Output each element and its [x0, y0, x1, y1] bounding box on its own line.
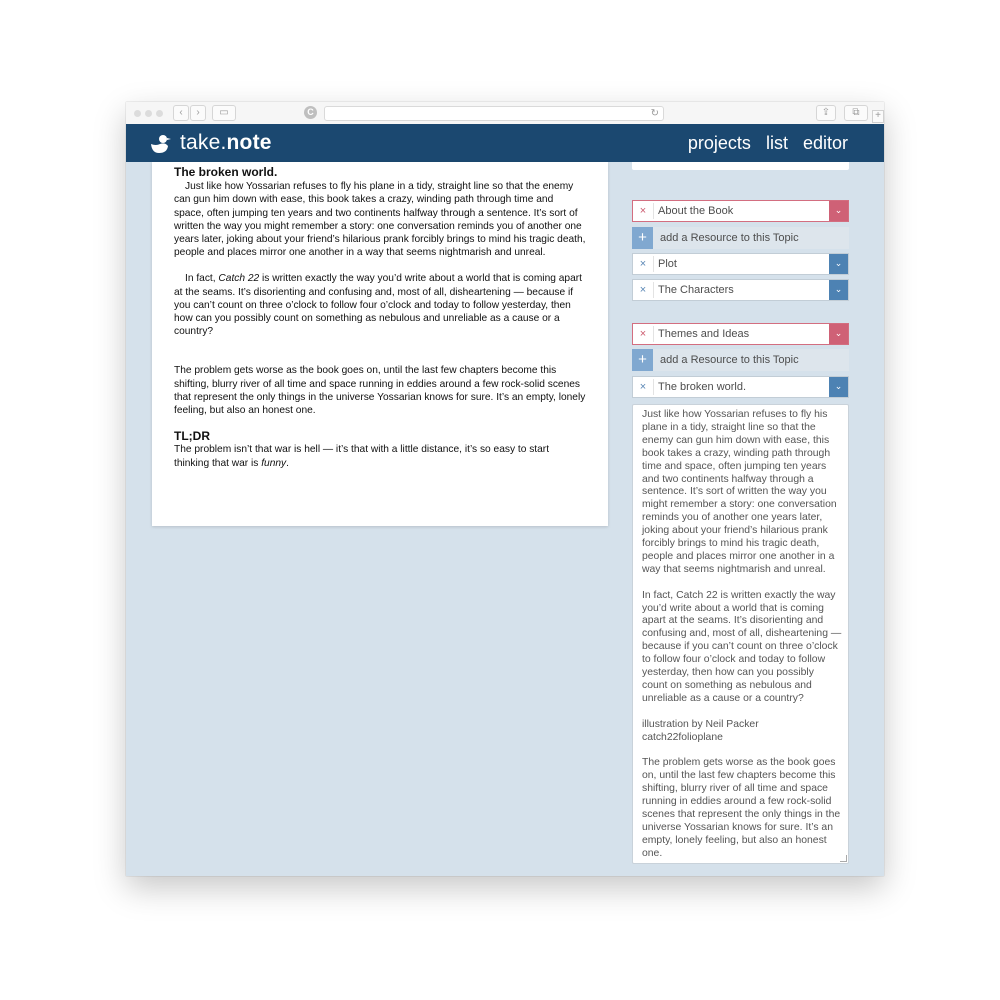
resource-label: The broken world. [658, 381, 747, 393]
resource-text-editor[interactable] [632, 404, 849, 864]
p2-italic: Catch 22 [218, 273, 260, 285]
chevron-down-icon[interactable]: ⌄ [829, 254, 848, 274]
tabs-icon[interactable]: ⧉ [844, 105, 868, 121]
resource-label: The Characters [658, 284, 734, 296]
logo-light-text: take. [180, 131, 227, 154]
resource-select-the-characters[interactable] [632, 279, 849, 301]
browser-window [126, 102, 884, 876]
topic-select-about-the-book[interactable] [632, 200, 849, 222]
sidebar-toggle-icon[interactable]: ▭ [212, 105, 236, 121]
remove-topic-icon[interactable]: × [639, 205, 647, 217]
forward-arrow-icon[interactable]: › [190, 105, 206, 121]
previous-textarea-bottom [632, 162, 849, 170]
topic-label: Themes and Ideas [658, 328, 750, 340]
topic-label: About the Book [658, 205, 734, 217]
remove-resource-icon[interactable]: × [639, 381, 647, 393]
add-resource-label: add a Resource to this Topic [660, 354, 799, 366]
chevron-down-icon[interactable]: ⌄ [829, 201, 848, 221]
tldr-after: . [286, 457, 289, 469]
new-tab-icon[interactable]: + [872, 110, 884, 123]
add-resource-button[interactable] [632, 349, 849, 371]
divider [653, 326, 654, 342]
logo-bold-text: note [226, 131, 272, 154]
nav-editor[interactable]: editor [802, 133, 848, 153]
nav-list[interactable]: list [765, 133, 788, 153]
resource-select-the-broken-world[interactable] [632, 376, 849, 398]
tldr-heading: TL;DR [174, 429, 210, 444]
browser-toolbar [126, 102, 884, 125]
window-minimize-dot[interactable] [145, 110, 152, 117]
article-paragraph-2 [174, 272, 586, 338]
caption-line-2: catch22folioplane [642, 731, 723, 743]
chevron-down-icon[interactable]: ⌄ [829, 324, 848, 344]
caption-line-1: illustration by Neil Packer [642, 718, 759, 730]
remove-topic-icon[interactable]: × [639, 328, 647, 340]
divider [653, 256, 654, 272]
article-preview [152, 162, 608, 526]
address-bar[interactable] [324, 106, 664, 121]
resize-handle[interactable] [840, 855, 847, 862]
add-resource-label: add a Resource to this Topic [660, 232, 799, 244]
plus-icon[interactable]: + [632, 349, 653, 371]
main-nav [678, 133, 848, 154]
plus-icon[interactable]: + [632, 227, 653, 249]
back-arrow-icon[interactable]: ‹ [173, 105, 189, 121]
article-paragraph-3: The problem gets worse as the book goes on, until the last few chapters become this shifting, blurry river of all time and space running in eddies around a few rock-solid scenes that represent the only things in the universe Yossarian knows for sure. It’s an empty, lonely feeling, but also an honest one. [174, 365, 586, 417]
divider [653, 282, 654, 298]
editor-paragraph-1: Just like how Yossarian refuses to fly his plane in a tidy, straight line so that the enemy can gun him down with ease, this book takes a crazy, winding path through time and space, often jumping ten years and two continents halfway through a sentence. It’s sort of written the way you might remember a story: one conversation reminds you of another one years later, joking about your friend’s hilarious prank forcibly brings to mind his tragic death, people and places mirror one another in a way that seems nightmarish and unreal. [642, 409, 837, 575]
chevron-down-icon[interactable]: ⌄ [829, 377, 848, 397]
editor-paragraph-2: In fact, Catch 22 is written exactly the way you’d write about a world that is coming apart at the seams. It’s disorienting and confusing and, most of all, disheartening — because if you can’t count on three o’clock to follow four o’clock and today to follow yesterday, then how can you possibly count on something as nebulous and unreliable as a cause or a country? [642, 589, 842, 704]
tldr-before: The problem isn’t that war is hell — it’s that with a little distance, it’s so easy to start thinking that war is [174, 444, 550, 469]
app-logo[interactable] [180, 131, 272, 155]
share-icon[interactable]: ⇪ [816, 105, 836, 121]
resource-label: Plot [658, 258, 677, 270]
editor-paragraph-3: The problem gets worse as the book goes on, until the last few chapters become this shifting, blurry river of all time and space running in eddies around a few rock-solid scenes that represent the only things in the universe Yossarian knows for sure. It’s an empty, lonely feeling, but also an honest one. [642, 757, 841, 859]
divider [653, 203, 654, 219]
reload-icon[interactable]: ↻ [650, 108, 659, 119]
window-close-dot[interactable] [134, 110, 141, 117]
remove-resource-icon[interactable]: × [639, 258, 647, 270]
divider [653, 379, 654, 395]
add-resource-button[interactable] [632, 227, 849, 249]
tldr-paragraph [174, 443, 586, 469]
remove-resource-icon[interactable]: × [639, 284, 647, 296]
editor-caption [642, 719, 842, 745]
site-favicon-icon: C [304, 106, 317, 119]
window-zoom-dot[interactable] [156, 110, 163, 117]
p2-before: In fact, [185, 273, 219, 285]
article-title: The broken world. [174, 165, 278, 179]
app-header [126, 124, 884, 162]
tldr-italic: funny [261, 457, 287, 469]
resource-select-plot[interactable] [632, 253, 849, 275]
article-paragraph-1: Just like how Yossarian refuses to fly his plane in a tidy, straight line so that the enemy can gun him down with ease, this book takes a crazy, winding path through time and space, often jumping ten years and two continents halfway through a sentence. It’s sort of written the way you might remember a story: one conversation reminds you of another one years later, joking about your friend’s hilarious prank forcibly brings to mind his tragic death, people and places mirror one another in a way that seems nightmarish and unreal. [174, 181, 586, 259]
p2-after: is written exactly the way you’d write about a world that is coming apart at the seams. It’s disorienting and confusing and, most of all, disheartening — because if you can’t count on three o’clock to follow four o’clock and today to follow yesterday, then how can you possibly count on something as nebulous and unreliable as a cause or a country? [174, 273, 582, 338]
topic-select-themes-and-ideas[interactable] [632, 323, 849, 345]
duck-logo-icon [150, 134, 172, 154]
chevron-down-icon[interactable]: ⌄ [829, 280, 848, 300]
nav-projects[interactable]: projects [687, 133, 751, 153]
